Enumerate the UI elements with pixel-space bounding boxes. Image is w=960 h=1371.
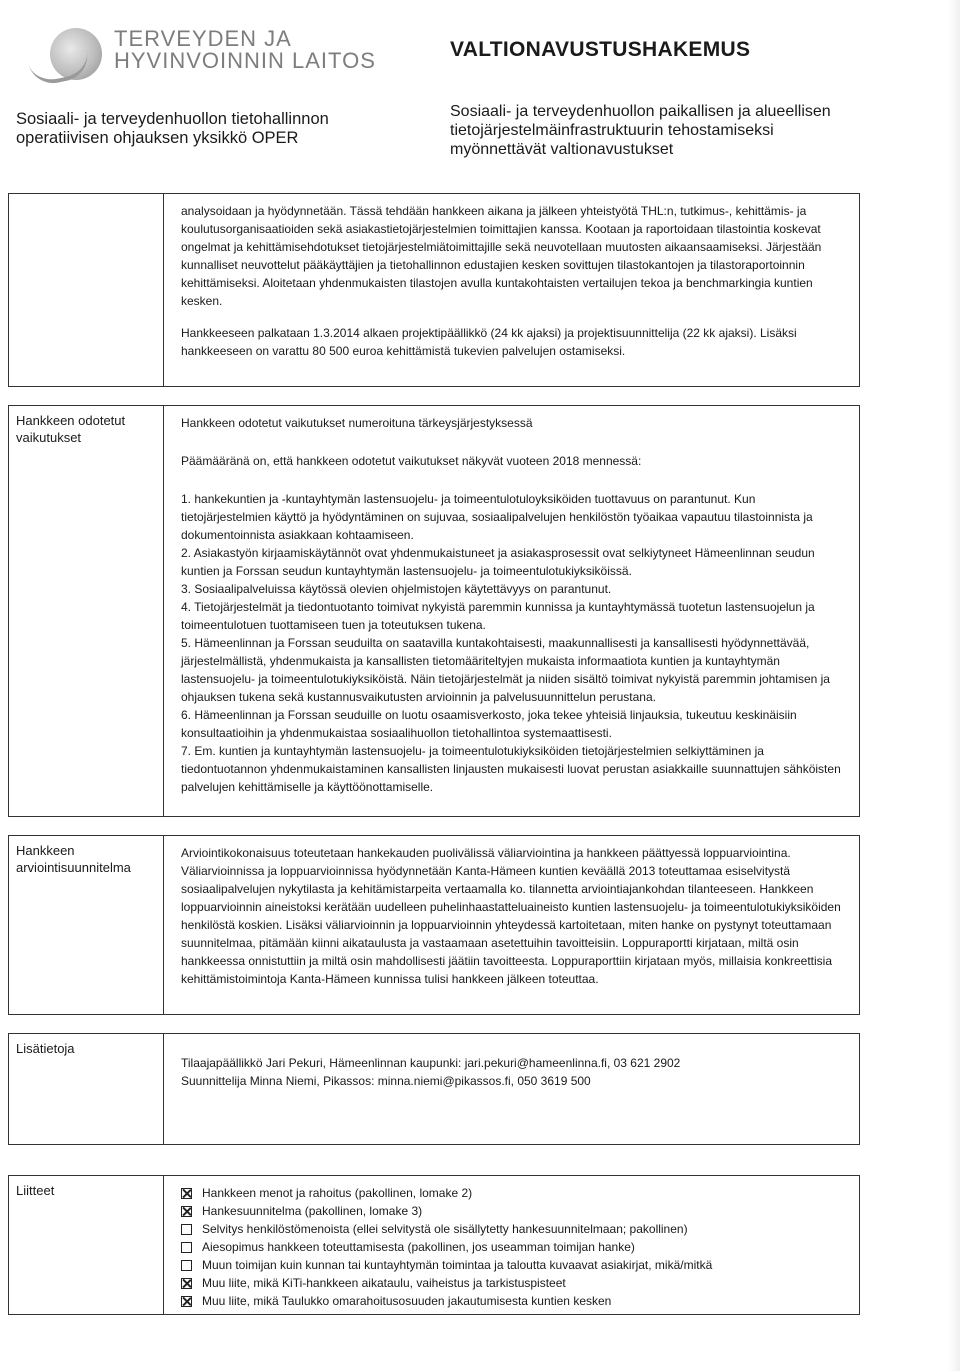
continuation-label-cell xyxy=(9,194,164,387)
checked-checkbox-icon[interactable] xyxy=(181,1206,192,1217)
attachment-item xyxy=(181,1292,847,1310)
info-row xyxy=(9,1034,860,1145)
row-gap xyxy=(9,1015,860,1034)
effects-goal: Päämääränä on, että hankkeen odotetut vaikutukset näkyvät vuoteen 2018 mennessä: xyxy=(181,454,642,468)
checked-checkbox-icon[interactable] xyxy=(181,1188,192,1199)
logo-line1: TERVEYDEN JA xyxy=(114,26,292,51)
document-subtitle xyxy=(450,102,890,159)
attachments-content-cell xyxy=(164,1176,860,1315)
attachment-label: Selvitys henkilöstömenoista (ellei selvitystä ole sisällytetty hankesuunnitelmaan; pakollinen) xyxy=(202,1222,688,1236)
logo-swoosh-icon xyxy=(28,50,92,88)
attachment-label: Hankesuunnitelma (pakollinen, lomake 3) xyxy=(202,1204,423,1218)
row-gap xyxy=(9,1145,860,1176)
continuation-content-cell xyxy=(164,194,860,387)
effects-item: 5. Hämeenlinnan ja Forssan seuduilta on saatavilla kuntakohtaisesti, maakunnallisesti ja kansallisesti hyödynnettävää, järjestelmällistä, yhdenmukaista ja kansallisten tietomääriteltyjen mukaista informaatiota kuntien ja kuntayhtymän lastensuojelu- ja toimeentulotukiyksiköistä. Näin tietojärjestelmät ja niiden sisältö toimivat nykyistä paremmin johtamisen ja ohjauksen tukena sekä kustannusvaikutusten arvioinnin ja palvelusuunnittelun perustana. xyxy=(181,636,830,704)
evaluation-label: Hankkeen arviointisuunnitelma xyxy=(9,836,164,1015)
attachment-item xyxy=(181,1220,847,1238)
effects-item: 6. Hämeenlinnan ja Forssan seuduille on luotu osaamisverkosto, joka tekee yhteisiä linjauksia, tukeutuu keskinäisiin konsultaatioihin ja yhdenmukaistaa sosiaalihuollon tietohallintoa systemaattisesti. xyxy=(181,708,797,740)
attachment-item xyxy=(181,1184,847,1202)
attachments-label: Liitteet xyxy=(9,1176,164,1315)
evaluation-text: Arviointikokonaisuus toteutetaan hankekauden puolivälissä väliarviointina ja hankkeen päättyessä loppuarviointina. Väliarvioinnissa ja loppuarvioinnissa hyödynnetään Kanta-Hämeen kuntien keväällä 2013 toteuttamaa esiselvitystä sosiaalipalvelujen nykytilasta ja kehitämistarpeita vertaamalla ko. tilannetta arviointiajankohdan tilanteeseen. Hankkeen loppuarvioinnin aineistoksi kerätään uudelleen puhelinhaastatteluaineisto kuntien lastensuojelu- ja toimeentulotukiyksiköiden henkilöstä koskien. Lisäksi väliarvioinnin ja loppuarvioinnin yhteydessä kartoitetaan, miten hanke on pystynyt toteuttamaan suunnitelmaa, pitämään kiinni aikataulusta ja vastaamaan asetettuihin tavoitteisiin. Loppuraportti kirjataan, miltä osin hankkeessa onnistuttiin ja miltä osin mahdollisesti jäätiin tavoitteesta. Loppuraporttiin kirjataan myös, millaisia konkreettisia kehittämistoimintoja Kanta-Hämeen kunnissa tulisi hankkeen jälkeen toteuttaa. xyxy=(181,846,841,986)
logo-line2: HYVINVOINNIN LAITOS xyxy=(114,48,376,73)
evaluation-row xyxy=(9,836,860,1015)
continuation-paragraph-1: analysoidaan ja hyödynnetään. Tässä tehdään hankkeen aikana ja jälkeen yhteistyötä THL:n, tutkimus-, kehittämis- ja koulutusorganisaatioiden sekä asiakastietojärjestelmien toimittajien kanssa. Kootaan ja raportoidaan tilastointia koskevat ongelmat ja kehittämisehdotukset tietojärjestelmiätoimittajille sekä neuvotellaan muutosten aikaansaamiseksi. Järjestään kunnalliset neuvottelut pääkäyttäjien ja tietohallinnon edustajien kesken sovittujen tilastokantojen ja tilastoraportoinnin kehittämiseksi. Aloitetaan yhdenmukaisten tilastojen avulla kuntakohtaisten vertailujen tekoa ja benchmarkingia kuntien kesken. xyxy=(181,204,822,308)
attachment-label: Aiesopimus hankkeen toteuttamisesta (pakollinen, jos useamman toimijan hanke) xyxy=(202,1240,635,1254)
effects-list xyxy=(181,490,847,796)
continuation-row xyxy=(9,194,860,387)
continuation-paragraph-2: Hankkeeseen palkataan 1.3.2014 alkaen projektipäällikkö (24 kk ajaksi) ja projektisuunnittelija (22 kk ajaksi). Lisäksi hankkeeseen on varattu 80 500 euroa kehittämistä tukevien palvelujen ostamiseksi. xyxy=(181,326,797,358)
info-label: Lisätietoja xyxy=(9,1034,164,1145)
effects-item: 7. Em. kuntien ja kuntayhtymän lastensuojelu- ja toimeentulotukiyksiköiden tietojärjestelmien selkiyttäminen ja tiedontuotannon yhdenmukaistaminen kansallisten linjausten mukaisesti luovat perustan asiakkaille suunnattujen sähköisten palvelujen kehittämiselle ja käyttöönottamiselle. xyxy=(181,744,841,794)
attachment-item xyxy=(181,1238,847,1256)
subtitle-line3: myönnettävät valtionavustukset xyxy=(450,141,674,158)
effects-intro: Hankkeen odotetut vaikutukset numeroituna tärkeysjärjestyksessä xyxy=(181,416,533,430)
effects-row xyxy=(9,406,860,817)
org-line1: Sosiaali- ja terveydenhuollon tietohallinnon xyxy=(16,110,329,128)
attachment-label: Hankkeen menot ja rahoitus (pakollinen, lomake 2) xyxy=(202,1186,473,1200)
scan-edge xyxy=(948,0,960,1371)
info-contact-2: Suunnittelija Minna Niemi, Pikassos: minna.niemi@pikassos.fi, 050 3619 500 xyxy=(181,1074,591,1088)
attachment-item xyxy=(181,1202,847,1220)
info-content-cell xyxy=(164,1034,860,1145)
attachment-item xyxy=(181,1274,847,1292)
row-gap xyxy=(9,817,860,836)
attachment-item xyxy=(181,1256,847,1274)
info-contact-1: Tilaajapäällikkö Jari Pekuri, Hämeenlinnan kaupunki: jari.pekuri@hameenlinna.fi, 03 621 2902 xyxy=(181,1056,681,1070)
logo-text xyxy=(114,28,376,72)
checked-checkbox-icon[interactable] xyxy=(181,1296,192,1307)
unchecked-checkbox-icon[interactable] xyxy=(181,1224,192,1235)
evaluation-content-cell xyxy=(164,836,860,1015)
application-form-table xyxy=(8,193,860,1315)
subtitle-line1: Sosiaali- ja terveydenhuollon paikallisen ja alueellisen xyxy=(450,103,831,120)
thl-logo xyxy=(28,22,376,88)
organization-name xyxy=(16,110,416,148)
row-gap xyxy=(9,387,860,406)
attachment-label: Muu liite, mikä Taulukko omarahoitusosuuden jakautumisesta kuntien kesken xyxy=(202,1294,612,1308)
attachments-list xyxy=(181,1184,847,1310)
effects-item: 2. Asiakastyön kirjaamiskäytännöt ovat yhdenmukaistuneet ja asiakasprosessit ovat selkiytyneet Hämeenlinnan seudun kuntien ja Forssan seudun kuntayhtymän lastensuojelu- ja toimeentulotukiyksiköissä. xyxy=(181,546,815,578)
attachments-row xyxy=(9,1176,860,1315)
effects-item: 1. hankekuntien ja -kuntayhtymän lastensuojelu- ja toimeentulotuloyksiköiden tuottavuus on parantunut. Kun tietojärjestelmien käyttö ja hyödyntäminen on sujuvaa, sosiaalipalvelujen henkilöstön työaikaa vapautuu tilastoinnista ja dokumentoinnista asiakkaan kohtaamiseen. xyxy=(181,492,813,542)
unchecked-checkbox-icon[interactable] xyxy=(181,1260,192,1271)
org-line2: operatiivisen ohjauksen yksikkö OPER xyxy=(16,129,299,147)
attachment-label: Muun toimijan kuin kunnan tai kuntayhtymän toimintaa ja taloutta kuvaavat asiakirjat, mikä/mitkä xyxy=(202,1258,713,1272)
document-title: VALTIONAVUSTUSHAKEMUS xyxy=(450,38,751,61)
effects-item: 4. Tietojärjestelmät ja tiedontuotanto toimivat nykyistä paremmin kunnissa ja kuntayhtymässä tuotetun lastensuojelun ja toimeentulotuen tuottamiseen tuen ja toteutuksen tukena. xyxy=(181,600,815,632)
attachment-label: Muu liite, mikä KiTi-hankkeen aikataulu, vaiheistus ja tarkistuspisteet xyxy=(202,1276,566,1290)
unchecked-checkbox-icon[interactable] xyxy=(181,1242,192,1253)
effects-content-cell xyxy=(164,406,860,817)
effects-label: Hankkeen odotetut vaikutukset xyxy=(9,406,164,817)
checked-checkbox-icon[interactable] xyxy=(181,1278,192,1289)
effects-item: 3. Sosiaalipalveluissa käytössä olevien ohjelmistojen käytettävyys on parantunut. xyxy=(181,582,612,596)
subtitle-line2: tietojärjestelmäinfrastruktuurin tehostamiseksi xyxy=(450,122,774,139)
